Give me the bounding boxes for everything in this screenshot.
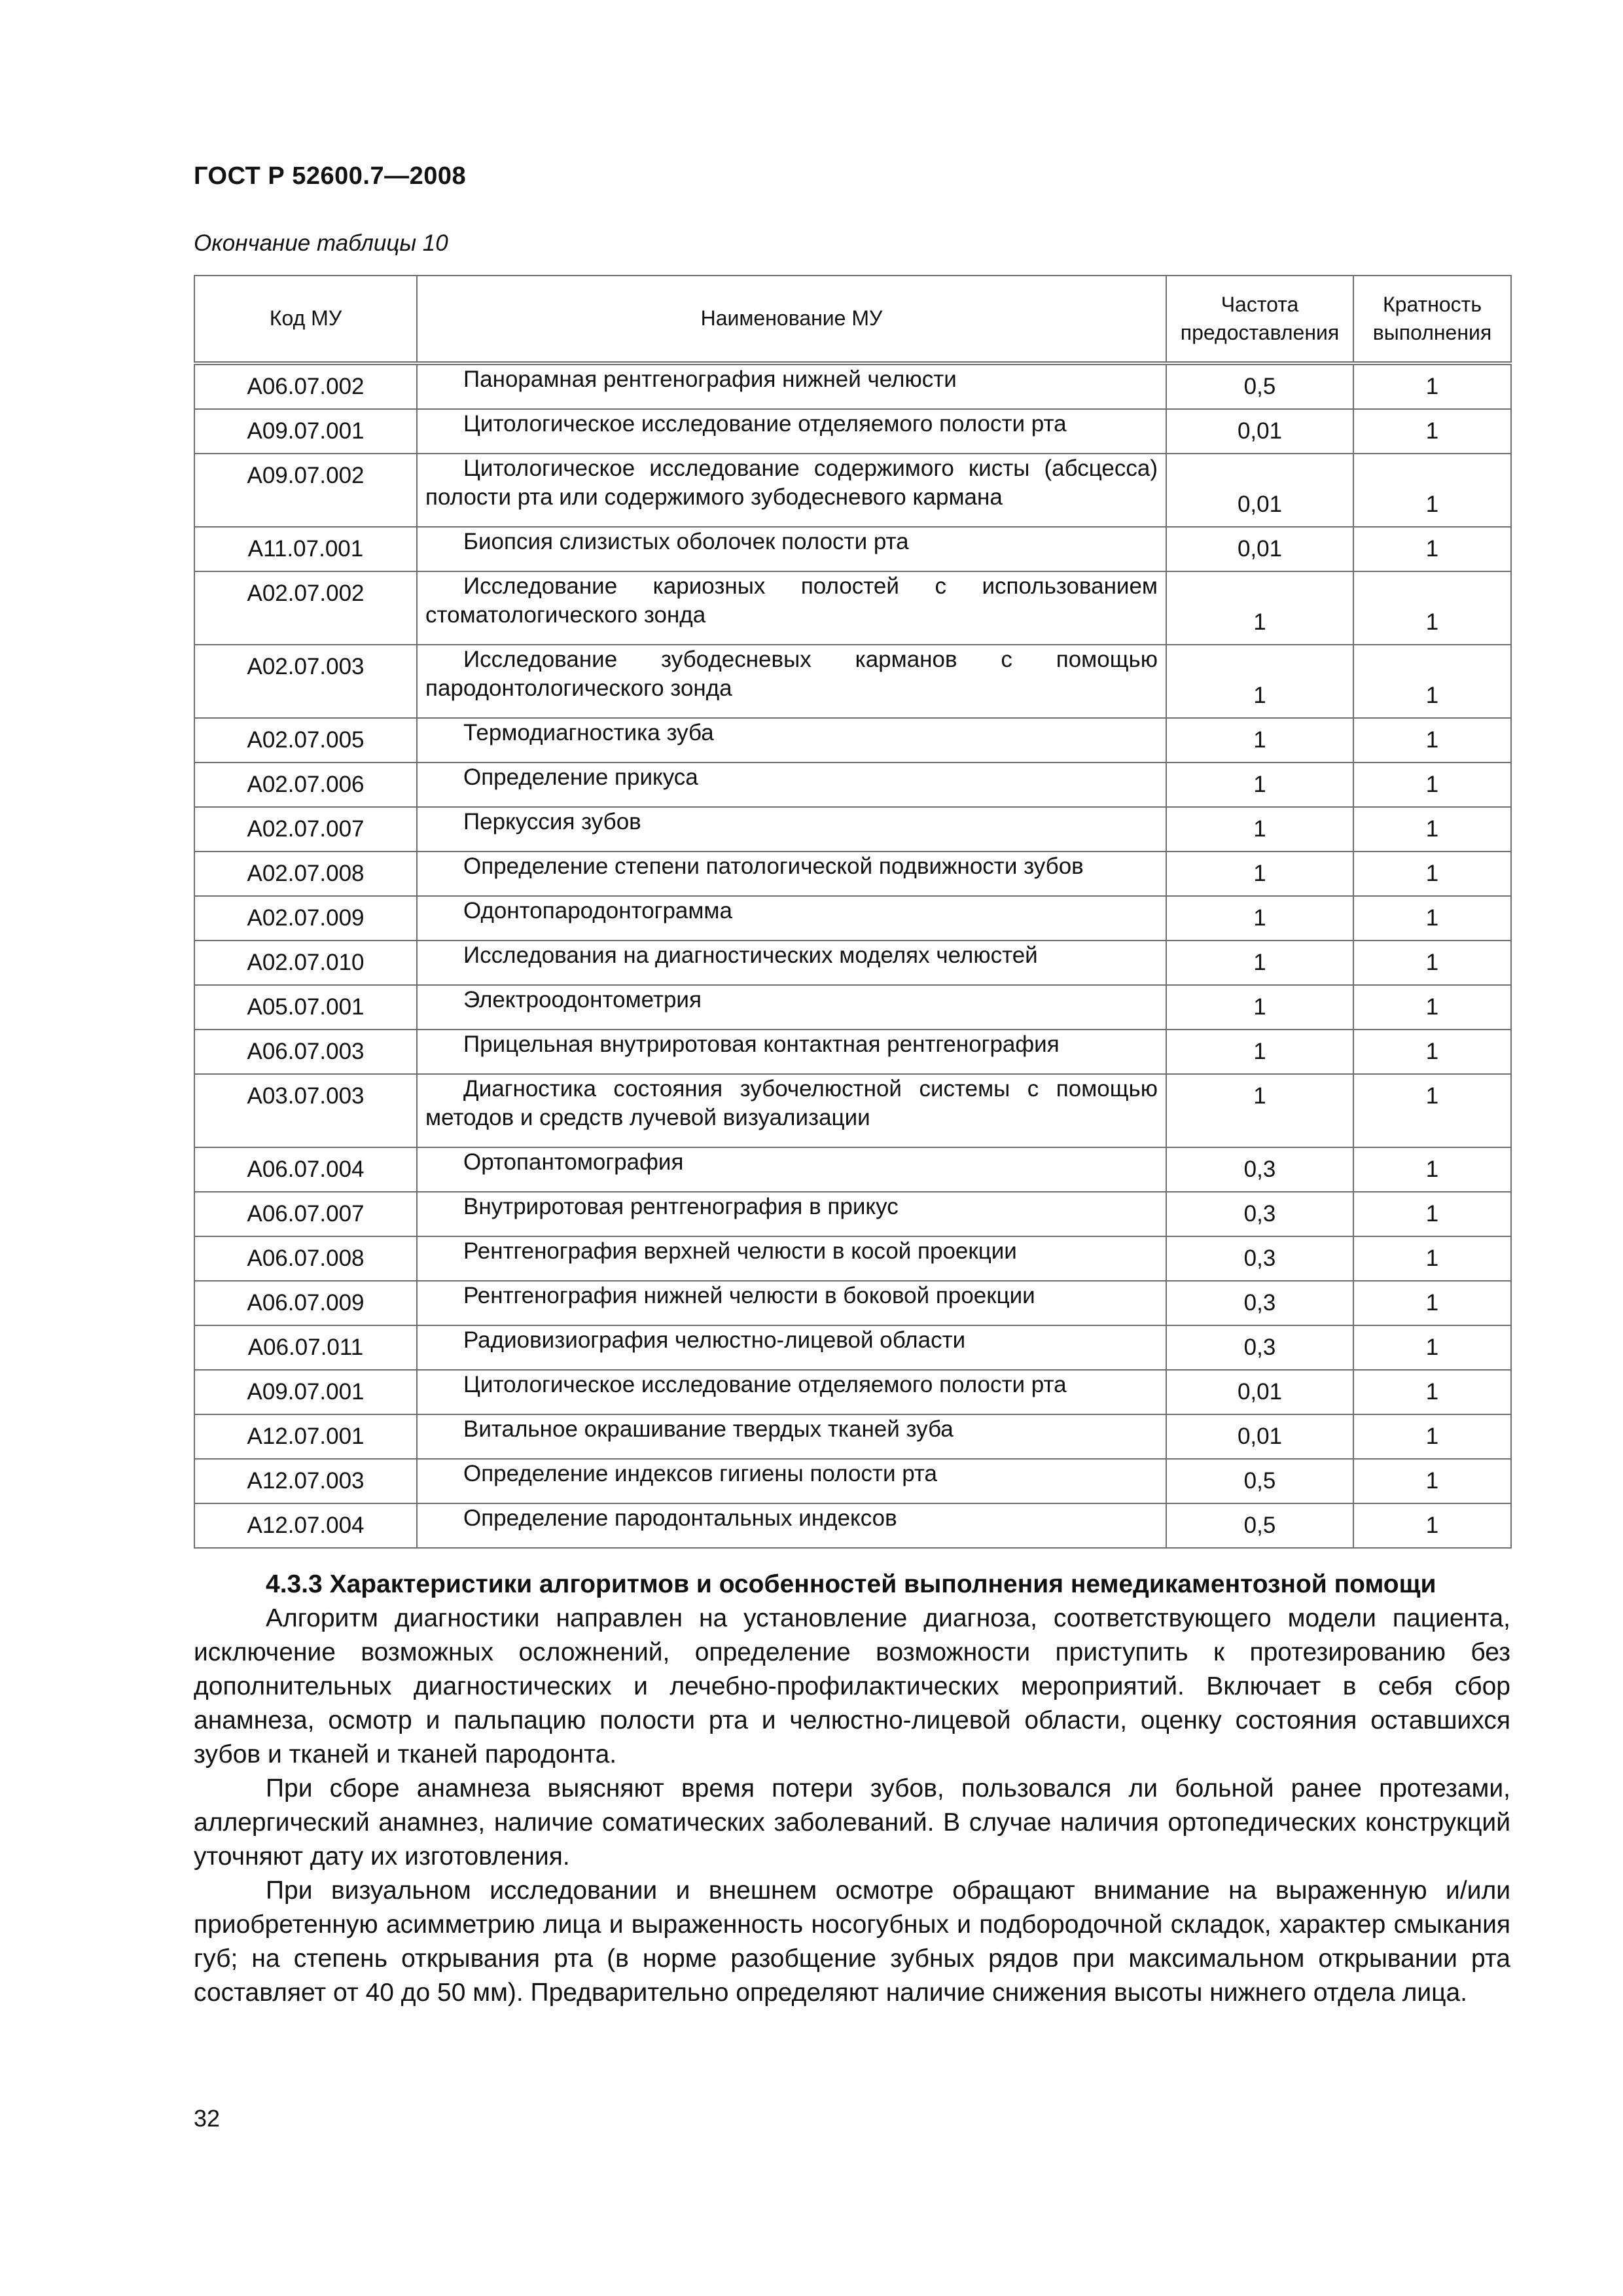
cell-multiplicity: 1	[1353, 1414, 1511, 1459]
cell-name-text: Одонтопародонтограмма	[463, 898, 732, 924]
table-row	[194, 363, 1511, 409]
cell-frequency: 0,5	[1166, 363, 1353, 409]
cell-name	[417, 852, 1166, 896]
column-header-multiplicity: Кратность выполнения	[1353, 276, 1511, 363]
cell-name	[417, 1030, 1166, 1074]
table-row	[194, 896, 1511, 941]
table-row	[194, 1370, 1511, 1414]
table-header-row	[194, 276, 1511, 363]
table-row	[194, 941, 1511, 985]
cell-name	[417, 1147, 1166, 1192]
cell-frequency: 1	[1166, 762, 1353, 807]
cell-name	[417, 527, 1166, 571]
cell-code: A12.07.003	[194, 1459, 417, 1503]
cell-name-text: Цитологическое исследование содержимого кисты (абсцесса) полости рта или содержимого зубодесневого кармана	[425, 456, 1158, 510]
cell-name	[417, 1074, 1166, 1147]
cell-multiplicity: 1	[1353, 363, 1511, 409]
cell-code: A06.07.009	[194, 1281, 417, 1325]
cell-frequency: 1	[1166, 1074, 1353, 1147]
cell-code: A09.07.001	[194, 1370, 417, 1414]
cell-frequency: 1	[1166, 1030, 1353, 1074]
table-row	[194, 985, 1511, 1030]
cell-name-text: Перкуссия зубов	[463, 809, 641, 834]
table-row	[194, 762, 1511, 807]
cell-code: A09.07.001	[194, 409, 417, 454]
table-row	[194, 1503, 1511, 1548]
cell-name-text: Внутриротовая рентгенография в прикус	[463, 1194, 899, 1219]
table-row	[194, 645, 1511, 718]
cell-frequency: 1	[1166, 852, 1353, 896]
cell-name	[417, 1414, 1166, 1459]
cell-name-text: Биопсия слизистых оболочек полости рта	[463, 529, 909, 554]
cell-name	[417, 985, 1166, 1030]
cell-name-text: Рентгенография нижней челюсти в боковой проекции	[463, 1283, 1035, 1308]
cell-multiplicity: 1	[1353, 718, 1511, 762]
cell-multiplicity: 1	[1353, 1074, 1511, 1147]
cell-name-text: Исследование кариозных полостей с использованием стоматологического зонда	[425, 573, 1158, 628]
cell-name-text: Цитологическое исследование отделяемого полости рта	[463, 1372, 1067, 1397]
section-body	[194, 1568, 1510, 2010]
cell-name-text: Рентгенография верхней челюсти в косой проекции	[463, 1238, 1017, 1264]
table-caption: Окончание таблицы 10	[194, 230, 448, 256]
cell-code: A02.07.003	[194, 645, 417, 718]
cell-name-text: Цитологическое исследование отделяемого полости рта	[463, 411, 1067, 437]
cell-name-text: Электроодонтометрия	[463, 987, 702, 1013]
cell-multiplicity: 1	[1353, 1459, 1511, 1503]
cell-name-text: Радиовизиография челюстно-лицевой области	[463, 1327, 966, 1353]
cell-name-text: Исследование зубодесневых карманов с помощью пародонтологического зонда	[425, 647, 1158, 701]
cell-name-text: Ортопантомография	[463, 1149, 684, 1175]
cell-multiplicity: 1	[1353, 941, 1511, 985]
column-header-name: Наименование МУ	[417, 276, 1166, 363]
cell-multiplicity: 1	[1353, 985, 1511, 1030]
cell-name-text: Диагностика состояния зубочелюстной системы с помощью методов и средств лучевой визуализации	[425, 1076, 1158, 1130]
table-row	[194, 1236, 1511, 1281]
table-row	[194, 1074, 1511, 1147]
cell-frequency: 1	[1166, 985, 1353, 1030]
cell-code: A02.07.010	[194, 941, 417, 985]
table-row	[194, 1030, 1511, 1074]
table-body	[194, 363, 1511, 1548]
table-row	[194, 1147, 1511, 1192]
cell-name-text: Исследования на диагностических моделях челюстей	[463, 942, 1038, 968]
table-row	[194, 1325, 1511, 1370]
cell-name	[417, 762, 1166, 807]
cell-multiplicity: 1	[1353, 454, 1511, 527]
cell-name	[417, 896, 1166, 941]
cell-code: A02.07.008	[194, 852, 417, 896]
cell-multiplicity: 1	[1353, 1147, 1511, 1192]
cell-code: A06.07.002	[194, 363, 417, 409]
cell-name	[417, 1459, 1166, 1503]
cell-frequency: 1	[1166, 571, 1353, 645]
cell-code: A06.07.004	[194, 1147, 417, 1192]
cell-name-text: Термодиагностика зуба	[463, 720, 714, 745]
cell-name	[417, 1503, 1166, 1548]
document-standard-id: ГОСТ Р 52600.7—2008	[194, 162, 467, 190]
cell-name	[417, 718, 1166, 762]
cell-multiplicity: 1	[1353, 807, 1511, 852]
cell-code: A05.07.001	[194, 985, 417, 1030]
cell-code: A06.07.003	[194, 1030, 417, 1074]
table-row	[194, 1192, 1511, 1236]
table-row	[194, 1281, 1511, 1325]
cell-frequency: 1	[1166, 718, 1353, 762]
cell-name	[417, 1370, 1166, 1414]
cell-code: A06.07.008	[194, 1236, 417, 1281]
cell-name-text: Определение прикуса	[463, 764, 698, 790]
cell-name-text: Прицельная внутриротовая контактная рентгенография	[463, 1031, 1060, 1057]
cell-multiplicity: 1	[1353, 571, 1511, 645]
services-table	[194, 275, 1512, 1549]
cell-frequency: 0,3	[1166, 1192, 1353, 1236]
cell-frequency: 0,5	[1166, 1459, 1353, 1503]
cell-code: A11.07.001	[194, 527, 417, 571]
cell-code: A06.07.011	[194, 1325, 417, 1370]
cell-multiplicity: 1	[1353, 527, 1511, 571]
column-header-code: Код МУ	[194, 276, 417, 363]
table-row	[194, 527, 1511, 571]
cell-multiplicity: 1	[1353, 1325, 1511, 1370]
cell-frequency: 0,5	[1166, 1503, 1353, 1548]
cell-frequency: 0,01	[1166, 527, 1353, 571]
cell-frequency: 0,3	[1166, 1325, 1353, 1370]
cell-name	[417, 941, 1166, 985]
table-row	[194, 852, 1511, 896]
table-row	[194, 409, 1511, 454]
cell-name	[417, 1325, 1166, 1370]
cell-code: A12.07.004	[194, 1503, 417, 1548]
cell-name	[417, 645, 1166, 718]
page-number: 32	[194, 2105, 221, 2132]
cell-name-text: Витальное окрашивание твердых тканей зуба	[463, 1416, 954, 1442]
cell-multiplicity: 1	[1353, 896, 1511, 941]
cell-code: A06.07.007	[194, 1192, 417, 1236]
cell-multiplicity: 1	[1353, 645, 1511, 718]
cell-multiplicity: 1	[1353, 1192, 1511, 1236]
cell-name	[417, 571, 1166, 645]
cell-frequency: 1	[1166, 896, 1353, 941]
table-row	[194, 1414, 1511, 1459]
table-row	[194, 454, 1511, 527]
paragraph: При сборе анамнеза выясняют время потери зубов, пользовался ли больной ранее протезами, аллергический анамнез, наличие соматических заболеваний. В случае наличия ортопедических конструкций уточняют дату их изготовления.	[194, 1774, 1510, 1871]
cell-frequency: 1	[1166, 807, 1353, 852]
cell-frequency: 0,3	[1166, 1147, 1353, 1192]
cell-frequency: 0,01	[1166, 1370, 1353, 1414]
column-header-frequency: Частота предоставления	[1166, 276, 1353, 363]
cell-frequency: 0,3	[1166, 1236, 1353, 1281]
cell-name	[417, 807, 1166, 852]
cell-multiplicity: 1	[1353, 409, 1511, 454]
cell-code: A12.07.001	[194, 1414, 417, 1459]
cell-name	[417, 409, 1166, 454]
cell-name	[417, 454, 1166, 527]
cell-code: A02.07.009	[194, 896, 417, 941]
cell-frequency: 1	[1166, 645, 1353, 718]
cell-multiplicity: 1	[1353, 1030, 1511, 1074]
paragraph: При визуальном исследовании и внешнем осмотре обращают внимание на выраженную и/или приобретенную асимметрию лица и выраженность носогубных и подбородочной складок, характер смыкания губ; на степень открывания рта (в норме разобщение зубных рядов при максимальном открывании рта составляет от 40 до 50 мм). Предварительно определяют наличие снижения высоты нижнего отдела лица.	[194, 1876, 1510, 2007]
cell-code: A03.07.003	[194, 1074, 417, 1147]
cell-frequency: 0,01	[1166, 1414, 1353, 1459]
cell-name	[417, 363, 1166, 409]
cell-multiplicity: 1	[1353, 1281, 1511, 1325]
table-row	[194, 1459, 1511, 1503]
cell-code: A02.07.006	[194, 762, 417, 807]
cell-multiplicity: 1	[1353, 762, 1511, 807]
cell-name-text: Определение пародонтальных индексов	[463, 1505, 897, 1531]
table-row	[194, 718, 1511, 762]
cell-name	[417, 1281, 1166, 1325]
cell-frequency: 0,3	[1166, 1281, 1353, 1325]
cell-name	[417, 1236, 1166, 1281]
cell-code: A02.07.005	[194, 718, 417, 762]
cell-code: A02.07.007	[194, 807, 417, 852]
section-heading: 4.3.3 Характеристики алгоритмов и особенностей выполнения немедикаментозной помощи	[266, 1570, 1436, 1598]
cell-code: A09.07.002	[194, 454, 417, 527]
cell-name-text: Определение степени патологической подвижности зубов	[463, 853, 1084, 879]
cell-name-text: Определение индексов гигиены полости рта	[463, 1461, 938, 1486]
cell-multiplicity: 1	[1353, 1236, 1511, 1281]
cell-name	[417, 1192, 1166, 1236]
cell-multiplicity: 1	[1353, 852, 1511, 896]
paragraph: Алгоритм диагностики направлен на установление диагноза, соответствующего модели пациента, исключение возможных осложнений, определение возможности приступить к протезированию без дополнительных диагностических и лечебно-профилактических мероприятий. Включает в себя сбор анамнеза, осмотр и пальпацию полости рта и челюстно-лицевой области, оценку состояния оставшихся зубов и тканей и тканей пародонта.	[194, 1604, 1510, 1768]
table-row	[194, 807, 1511, 852]
cell-multiplicity: 1	[1353, 1503, 1511, 1548]
cell-frequency: 0,01	[1166, 409, 1353, 454]
cell-multiplicity: 1	[1353, 1370, 1511, 1414]
cell-name-text: Панорамная рентгенография нижней челюсти	[463, 367, 957, 392]
cell-frequency: 1	[1166, 941, 1353, 985]
cell-frequency: 0,01	[1166, 454, 1353, 527]
table-row	[194, 571, 1511, 645]
cell-code: A02.07.002	[194, 571, 417, 645]
